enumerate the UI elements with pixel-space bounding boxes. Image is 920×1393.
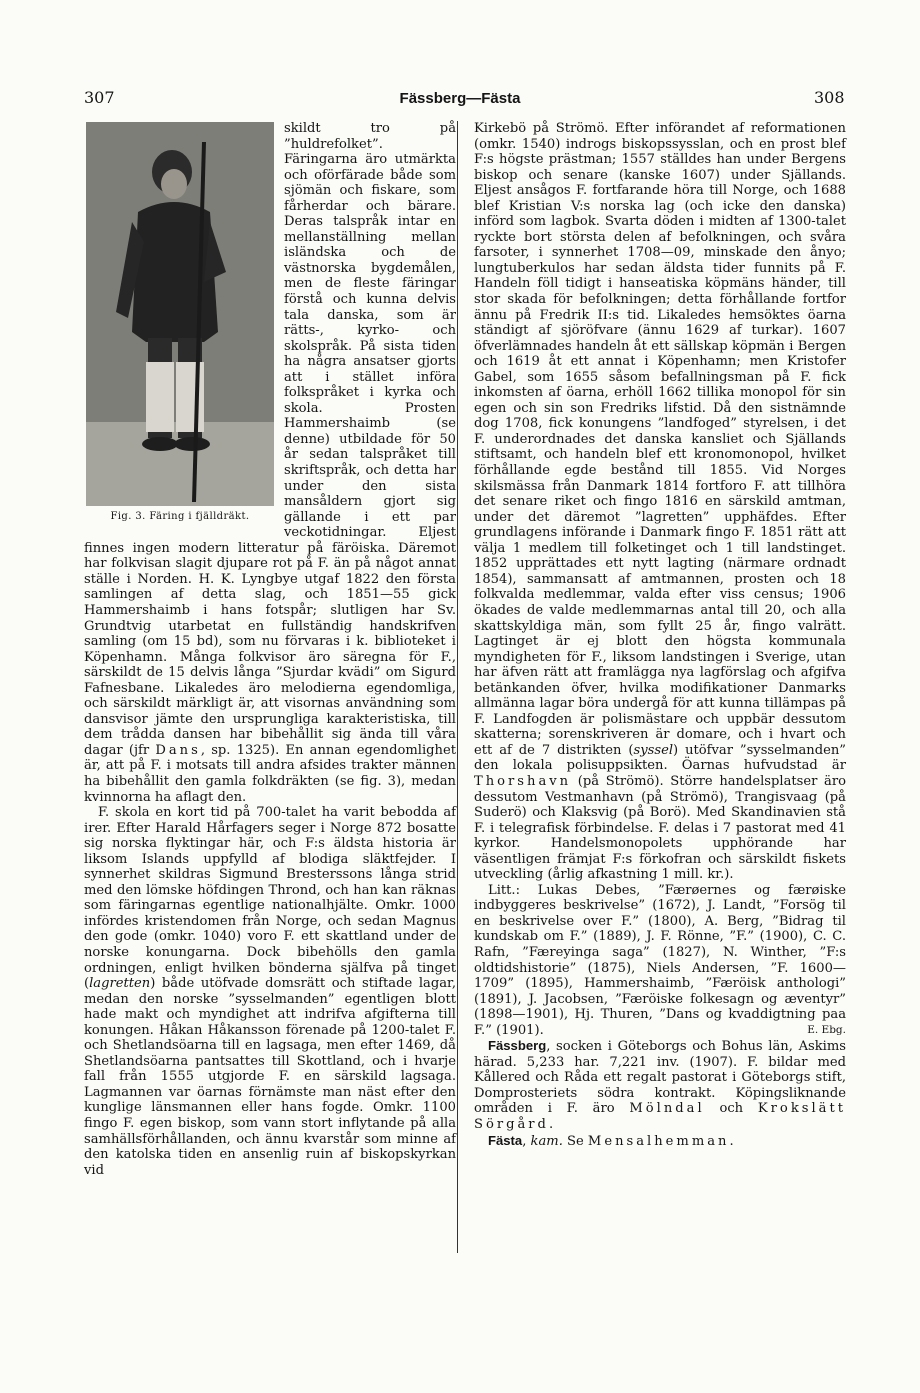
literature-paragraph: Litt.: Lukas Debes, ”Færøernes og færøiske indbyggeres beskrivelse” (1672), J. Landt, ”Forsög til en beskrivelse over F.” (1800), A. Berg, ”Bidrag til kundskab om F.” (1889), J. F. Rönne, ”F.” (1900), C. C. Rafn, ”Færeyinga saga” (1827), N. Winther, ”F:s oldtidshistorie” (1875), Niels Andersen, ”F. 1600—1709” (1895), Hammershaimb, ”Færöisk anthologi” (1891), J. Jacobsen, ”Færöiske folkesagn og æventyr” (1898—1901), Hj. Thuren, ”Dans og kvaddigtning paa F.” (1901). E. Ebg. bbox=[474, 882, 846, 1038]
spaced-word: Krokslätt Sörgård bbox=[474, 1101, 846, 1132]
page-number-right: 308 bbox=[814, 88, 845, 107]
italic-term: lagretten bbox=[89, 976, 151, 992]
photograph-man-in-mountain-dress bbox=[86, 122, 274, 506]
spaced-word: Thorshavn bbox=[474, 773, 572, 789]
entry-fasta: Fästa, kam. Se Mensalhemman. bbox=[488, 1132, 734, 1149]
spaced-word: Mensalhemman bbox=[587, 1133, 730, 1149]
spaced-word: Mölndal bbox=[629, 1101, 705, 1117]
column-divider bbox=[457, 121, 458, 1253]
left-paragraph-2: F. skola en kort tid på 700-talet ha varit bebodda af irer. Efter Harald Hårfagers seger i Norge 872 bosatte sig norska flyktingar här, och F:s äldsta historia är liksom Islands uppfylld af blodiga släktfejder. I synnerhet skildras Sigmund Bresterssons långa strid med den lömske höfdingen Thrond, och han kan räknas som färingarnas egentlige nationalhjälte. Omkr. 1000 infördes kristendomen från Norge, och sedan Magnus den gode (omkr. 1040) voro F. ett skattland under de norske konungarna. Dock bibehölls den gamla ordningen, enligt hvilken bönderna själfva på tinget (lagretten) både utöfvade domsrätt och stiftade lagar, medan den norske ”sysselmanden” egentligen blott hade makt och myndighet att indrifva afgifterna till konungen. Håkan Håkansson förenade på 1200-talet F. och Shetlandsöarna till en lagsaga, men efter 1469, då Shetlandsöarna pantsattes till Skottland, och i hvarje fall från 1555 utgjorde F. en särskild lagsaga. Lagmannen var öarnas förnämste man näst efter den kunglige länsmannen eller hans fogde. Omkr. 1100 fingo F. egen biskop, som vann stort inflytande på alla samhällsförhållanden, och ännu kvarstår som minne af den katolska tiden en ansenlig ruin af biskopskyrkan vid bbox=[84, 805, 456, 1178]
italic-term: kam. bbox=[530, 1133, 563, 1149]
left-paragraph-1: Fig. 3. Färing i fjälldräkt. skildt tro på ”huldrefolket”. Färingarna äro utmärkta och oförfärade både som sjömän och fiskare, som fårherdar och bärare. Deras talspråk intar en mellanställning mellan isländska och de västnorska bygdemålen, men de fleste färingar förstå och kunna delvis tala danska, som är rätts-, kyrko- och skolspråk. På sista tiden ha några ansatser gjorts att i stället införa folkspråket i kyrka och skola. Prosten Hammershaimb (se denne) utbildade för 50 år sedan talspråket till skriftspråk, och detta har under den sista mansåldern gjort sig gällande i ett par veckotidningar. Eljest finnes ingen modern litteratur på färöiska. Däremot har folkvisan slagit djupare rot på F. än på något annat ställe i Norden. H. K. Lyngbye utgaf 1822 den första samlingen af detta slag, och 1851—55 gick Hammershaimb i hans fotspår; slutligen har Sv. Grundtvig utarbetat en fullständig handskrifven samling (om 15 bd), som nu förvaras i k. biblioteket i Köpenhamn. Många folkvisor äro säregna för F., särskildt de 15 delvis långa ”Sjurdar kvädi” om Sigurd Fafnesbane. Likaledes äro melodierna egendomliga, och särskildt märkligt är, att visornas användning som dansvisor jämte den ursprungliga karakteristiska, till dem trådda dansen har bibehållit sig ända till våra dagar (jfr Dans, sp. 1325). En annan egendomlighet är, att på F. i motsats till andra afsides trakter männen ha bibehållit den gamla folkdräkten (se fig. 3), medan kvinnorna ha aflagt den. bbox=[84, 121, 456, 805]
spaced-word: Dans bbox=[155, 742, 201, 758]
author-signature: E. Ebg. bbox=[807, 1023, 846, 1036]
entry-headword: Fästa bbox=[488, 1132, 523, 1148]
right-column bbox=[474, 121, 846, 1149]
entry-headword: Fässberg bbox=[488, 1038, 547, 1054]
running-title: Fässberg—Fästa bbox=[399, 90, 521, 107]
page-number-left: 307 bbox=[84, 88, 115, 107]
figure-3 bbox=[84, 121, 276, 535]
entry-fassberg: Fässberg, socken i Göteborgs och Bohus län, Askims härad. 5,233 har. 7,221 inv. (1907). F. bildar med Kållered och Råda ett regalt pastorat i Göteborgs stift, Domprosteriets södra kontrakt. Köpingsliknande områden i F. äro Mölndal och Krokslätt Sörgård. bbox=[474, 1038, 846, 1132]
right-paragraph-1: Kirkebö på Strömö. Efter införandet af reformationen (omkr. 1540) indrogs biskopssysslan, och en prost blef F:s högste prästman; 1557 ställdes han under Bergens biskop och senare (kanske 1607) under Själlands. Eljest ansågos F. fortfarande höra till Norge, och 1688 blef Kristian V:s norska lag (och icke den danska) införd som lagbok. Svarta döden i midten af 1300-talet ryckte bort största delen af befolkningen, och svåra farsoter, i synnerhet 1708—09, minskade den ånyo; lungtuberkulos har sedan äldsta tider funnits på F. Handeln föll tidigt i hanseatiska köpmäns händer, till stor skada för befolkningen; detta förhållande fortfor ännu på Fredrik II:s tid. Likaledes hemsöktes öarna ständigt af sjöröfvare (ännu 1629 af turkar). 1607 öfverlämnades handeln åt ett sällskap köpmän i Bergen och 1619 åt ett annat i Köpenhamn; men Kristofer Gabel, som 1655 såsom befallningsman på F. fick inkomsten af öarna, erhöll 1662 tillika monopol för sin egen och sin son Fredriks lifstid. Då den sistnämnde dog 1708, fick konungens ”landfoged” styrelsen, i det F. underordnades det danska kansliet och Själlands stiftsamt, och handeln blef ett kronomonopol, hvilket förhållande egde bestånd till 1855. Vid Norges skilsmässa från Danmark 1814 fortforo F. att tillhöra det senare riket och fingo 1816 en särskild amtman, under det däremot ”lagretten” upphäfdes. Efter grundlagens införande i Danmark fingo F. 1851 rätt att välja 1 medlem till folketinget och 1 till landstinget. 1852 upprättades ett nytt lagting (närmare ordnadt 1854), sammansatt af amtmannen, prosten och 18 folkvalda medlemmar, valda efter viss census; 1906 ökades de valde medlemmarnas antal till 20, och alla skattskyldiga män, som fyllt 25 år, fingo valrätt. Lagtinget är ej blott den högsta kommunala myndigheten för F., liksom landstingen i Sverige, utan har äfven rätt att framlägga nya lagförslag och afgifva betänkanden öfver, hvilka modifikationer Danmarks allmänna lagar böra undergå för att kunna tillämpas på F. Landfogden är polismästare och uppbär dessutom skatterna; sorenskriveren är domare, och i hvart och ett af de 7 distrikten (syssel) utöfvar ”sysselmanden” den lokala polisuppsikten. Öarnas hufvudstad är Thorshavn (på Strömö). Större handelsplatser äro dessutom Vestmanhavn (på Strömö), Trangisvaag (på Suderö) och Klaksvig (på Borö). Med Skandinavien stå F. i telegrafisk förbindelse. F. delas i 7 pastorat med 41 kyrkor. Handelsmonopolets upphörande har väsentligen främjat F:s förkofran och särskildt fiskets utveckling (årlig afkastning 1 mill. kr.). bbox=[474, 121, 846, 883]
italic-term: syssel bbox=[633, 742, 674, 758]
figure-caption: Fig. 3. Färing i fjälldräkt. bbox=[110, 511, 250, 522]
left-column bbox=[84, 121, 456, 1178]
